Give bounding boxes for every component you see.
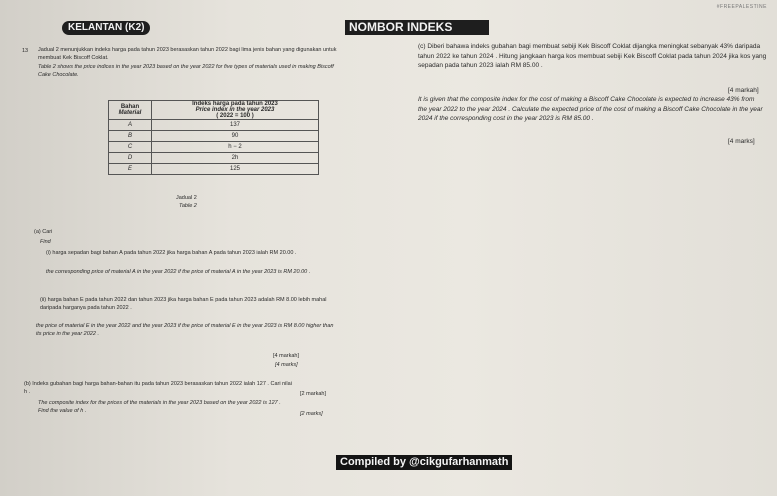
part-c-ms: (c) Diberi bahawa indeks gubahan bagi membuat sebiji Kek Biscoff Coklat dijangka meningkat sebanyak 43% daripada tahun 2022 ke tahun 2024 . Hitung jangkaan harga kos membuat sebiji Kek Biscoff Coklat pada tahun 2024 jika kos yang sepadan pada tahun 2023 ialah RM 85.00 . [418,43,767,69]
intro-malay: Jadual 2 menunjukkan indeks harga pada tahun 2023 berasaskan tahun 2022 bagi lima jenis bahan yang digunakan untuk membuat Kek Biscoff Coklat. [38,47,337,61]
price-index-table [108,100,319,175]
table-header-index [152,101,319,120]
topic-badge: NOMBOR INDEKS [345,20,489,35]
intro-english: Table 2 shows the price indices in the year 2023 based on the year 2022 for five types of materials used in making Biscoff Cake Chocolate. [38,64,334,78]
part-b-ms: (b) Indeks gubahan bagi harga bahan-bahan itu pada tahun 2023 berasaskan tahun 2022 ialah 127 . Cari nilai h . [24,381,292,395]
index-cell: h − 2 [152,142,319,153]
part-c-marks-en: [4 marks] [728,138,755,145]
part-a-i-en: the corresponding price of material A in the year 2022 if the price of material A in the year 2023 is RM 20.00 . [46,269,311,275]
part-a-label: (a) Cari [34,229,53,235]
header-material-en: Material [118,110,142,116]
material-cell: B [109,131,152,142]
question-number: 13 [22,48,29,54]
part-b-en: The composite index for the prices of the materials in the year 2023 based on the year 2022 is 127 . Find the value of h . [38,400,281,414]
table-caption-ms: Jadual 2 [176,195,197,201]
part-a-ii-ms: (ii) harga bahan E pada tahun 2022 dan tahun 2023 jika harga bahan E pada tahun 2023 adalah RM 8.00 lebih mahal daripada harganya pada tahun 2022 . [40,297,327,311]
part-b-marks-en: [2 marks] [300,411,323,417]
part-a-marks-ms: [4 markah] [273,353,299,359]
part-a-i-ms: (i) harga sepadan bagi bahan A pada tahun 2022 jika harga bahan A pada tahun 2023 ialah RM 20.00 . [46,250,297,256]
compiler-credit-banner: Compiled by @cikgufarhanmath [336,455,512,470]
table-caption-en: Table 2 [179,203,197,209]
part-b-marks-ms: [2 markah] [300,391,326,397]
table-header-material [109,101,152,120]
material-cell: E [109,164,152,175]
material-cell: A [109,120,152,131]
table-row [109,120,319,131]
index-cell: 2h [152,153,319,164]
header-index-en: Price index in the year 2023 [195,107,275,113]
region-badge: KELANTAN (K2) [62,21,150,35]
part-a-label-en: Find [40,239,51,245]
index-cell: 137 [152,120,319,131]
index-cell: 125 [152,164,319,175]
part-a-marks-en: [4 marks] [275,362,298,368]
header-index-ms: Indeks harga pada tahun 2023 [192,101,278,107]
material-cell: D [109,153,152,164]
part-a-ii-en: the price of material E in the year 2022 and the year 2023 if the price of material E in the year 2023 is RM 8.00 higher than its price in the year 2022 . [36,323,334,337]
header-material-ms: Bahan [120,104,140,110]
table-row [109,164,319,175]
watermark-text: #FREEPALESTINE [716,4,767,10]
material-cell: C [109,142,152,153]
part-c-en: It is given that the composite index for the cost of making a Biscoff Cake Chocolate is expected to increase 43% from the year 2022 to the year 2024 . Calculate the expected price of the cost of making a Biscoff Cake Chocolate in the year 2024 if the corresponding cost in the year 2023 is RM 85.00 . [418,96,763,122]
index-cell: 90 [152,131,319,142]
part-c-marks-ms: [4 markah] [728,87,759,94]
table-row [109,153,319,164]
table-row [109,142,319,153]
table-row [109,131,319,142]
header-index-base: ( 2022 = 100 ) [216,113,254,119]
